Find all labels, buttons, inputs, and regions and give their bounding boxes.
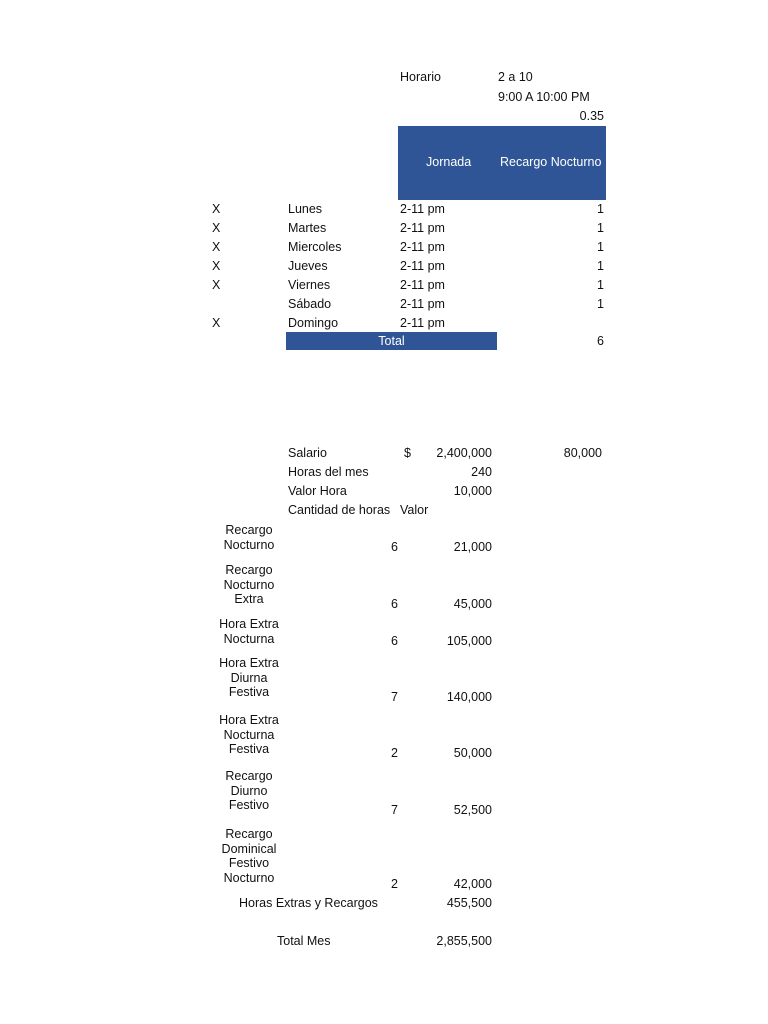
day-jornada: 2-11 pm xyxy=(400,278,445,292)
day-mark: X xyxy=(212,316,221,330)
day-jornada: 2-11 pm xyxy=(400,316,445,330)
valor-hora-label: Valor Hora xyxy=(288,484,347,498)
total-mes-label: Total Mes xyxy=(277,934,331,948)
side-value: 80,000 xyxy=(563,446,602,460)
day-mark: X xyxy=(212,278,221,292)
day-name: Martes xyxy=(288,221,327,235)
item-qty: 7 xyxy=(391,803,398,817)
day-mark: X xyxy=(212,221,221,235)
header-recargo-nocturno: Recargo Nocturno xyxy=(500,155,602,169)
item-label: Recargo Nocturno Extra xyxy=(223,563,275,606)
schedule-header xyxy=(398,126,606,200)
item-value: 42,000 xyxy=(453,877,492,891)
item-value: 45,000 xyxy=(453,597,492,611)
total-label: Total xyxy=(286,332,497,350)
total-value: 6 xyxy=(597,334,604,348)
day-recargo: 1 xyxy=(597,297,604,311)
day-name: Domingo xyxy=(288,316,339,330)
horario-time: 9:00 A 10:00 PM xyxy=(498,90,590,104)
horario-label: Horario xyxy=(400,70,441,84)
factor-value: 0.35 xyxy=(579,109,604,123)
item-value: 140,000 xyxy=(446,690,492,704)
item-qty: 2 xyxy=(391,877,398,891)
day-mark: X xyxy=(212,202,221,216)
header-jornada: Jornada xyxy=(426,155,472,169)
salario-label: Salario xyxy=(288,446,327,460)
item-label: Hora Extra Nocturna xyxy=(219,617,279,646)
day-mark: X xyxy=(212,259,221,273)
day-recargo: 1 xyxy=(597,240,604,254)
item-label: Hora Extra Diurna Festiva xyxy=(219,656,279,699)
item-qty: 6 xyxy=(391,634,398,648)
day-name: Sábado xyxy=(288,297,332,311)
horas-mes-label: Horas del mes xyxy=(288,465,369,479)
day-jornada: 2-11 pm xyxy=(400,240,445,254)
valor-hora-value: 10,000 xyxy=(453,484,492,498)
item-qty: 6 xyxy=(391,597,398,611)
day-recargo: 1 xyxy=(597,202,604,216)
currency-symbol: $ xyxy=(404,446,411,460)
day-jornada: 2-11 pm xyxy=(400,297,445,311)
day-name: Viernes xyxy=(288,278,331,292)
item-qty: 6 xyxy=(391,540,398,554)
day-jornada: 2-11 pm xyxy=(400,259,445,273)
item-value: 21,000 xyxy=(453,540,492,554)
day-recargo: 1 xyxy=(597,278,604,292)
extras-label: Horas Extras y Recargos xyxy=(239,896,378,910)
day-recargo: 1 xyxy=(597,259,604,273)
item-qty: 7 xyxy=(391,690,398,704)
day-name: Jueves xyxy=(288,259,328,273)
item-label: Recargo Nocturno xyxy=(223,523,275,552)
item-value: 50,000 xyxy=(453,746,492,760)
total-mes-value: 2,855,500 xyxy=(436,934,492,948)
extras-value: 455,500 xyxy=(446,896,492,910)
day-name: Miercoles xyxy=(288,240,342,254)
day-recargo: 1 xyxy=(597,221,604,235)
day-mark: X xyxy=(212,240,221,254)
horas-mes-value: 240 xyxy=(471,465,492,479)
item-label: Hora Extra Nocturna Festiva xyxy=(219,713,279,756)
item-value: 105,000 xyxy=(446,634,492,648)
cantidad-horas-label: Cantidad de horas xyxy=(288,503,391,517)
horario-value: 2 a 10 xyxy=(498,70,533,84)
item-qty: 2 xyxy=(391,746,398,760)
item-label: Recargo Diurno Festivo xyxy=(225,769,273,812)
day-jornada: 2-11 pm xyxy=(400,221,445,235)
item-label: Recargo Dominical Festivo Nocturno xyxy=(221,827,277,885)
item-value: 52,500 xyxy=(453,803,492,817)
day-jornada: 2-11 pm xyxy=(400,202,445,216)
salario-value: 2,400,000 xyxy=(436,446,492,460)
day-name: Lunes xyxy=(288,202,323,216)
valor-label: Valor xyxy=(400,503,429,517)
